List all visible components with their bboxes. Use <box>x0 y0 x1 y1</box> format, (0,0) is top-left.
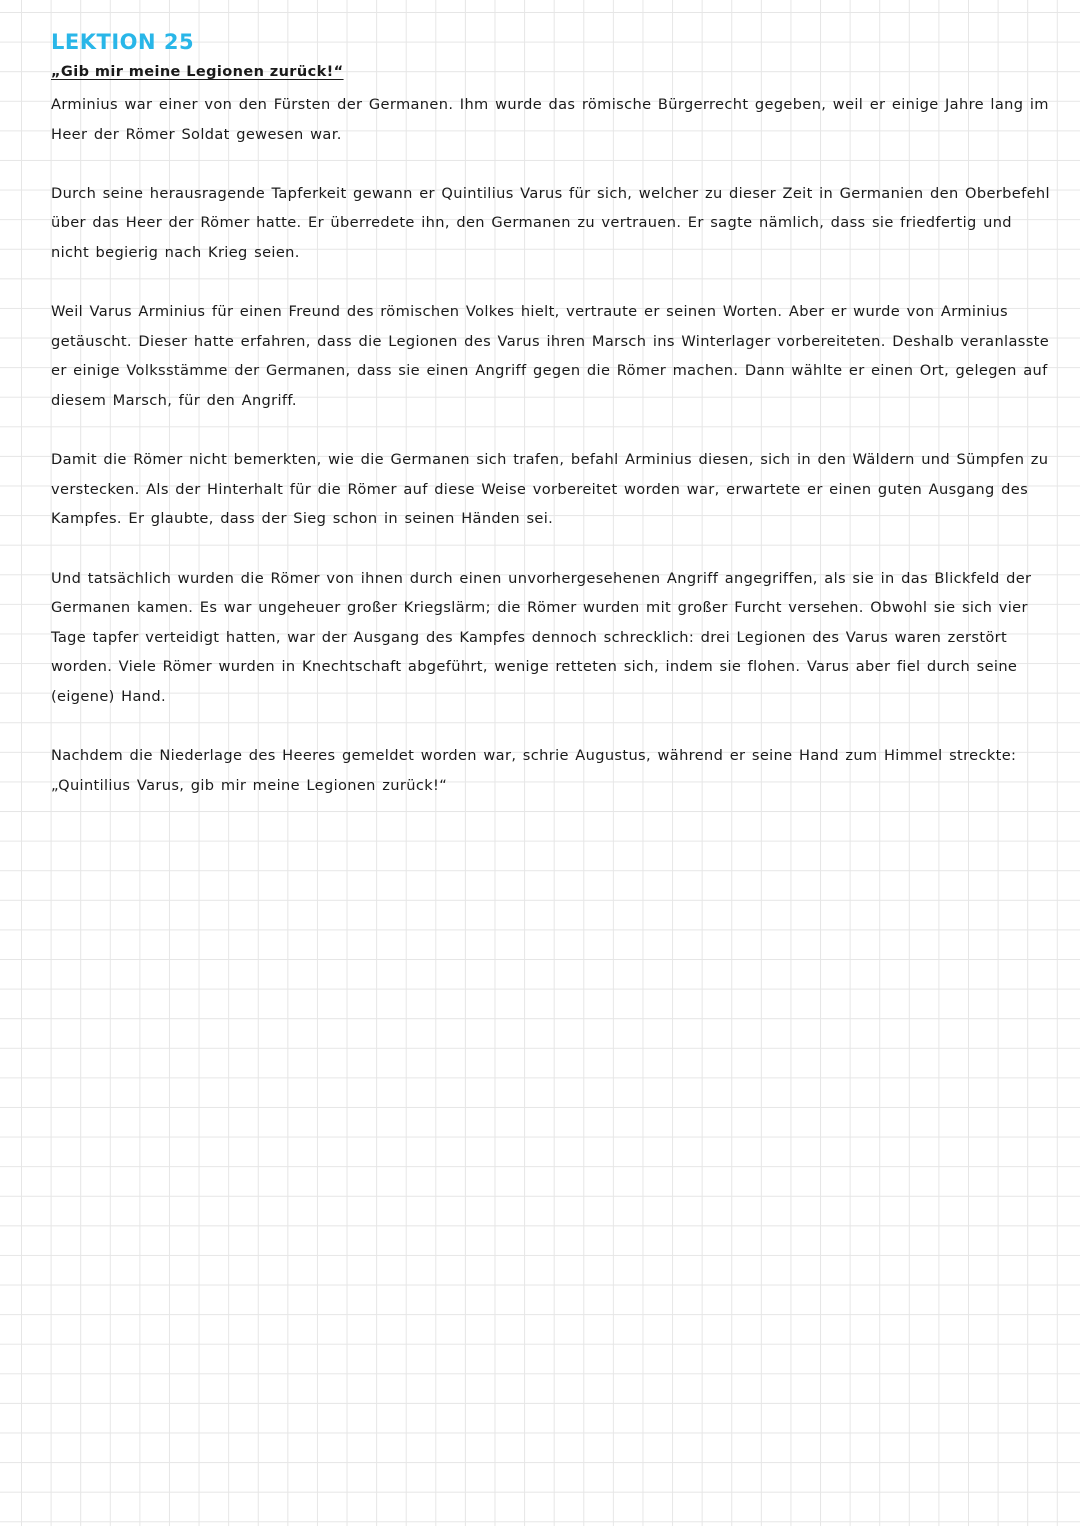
text-title: „Gib mir meine Legionen zurück!“ <box>51 64 344 80</box>
lesson-title: LEKTION 25 <box>51 30 195 54</box>
paragraph-5: Und tatsächlich wurden die Römer von ihnen durch einen unvorhergesehenen Angriff angegriffen, als sie in das Blickfeld der Germanen kamen. Es war ungeheuer großer Kriegslärm; die Römer wurden mit großer Furcht versehen. Obwohl sie sich vier Tage tapfer verteidigt hatten, war der Ausgang des Kampfes dennoch schrecklich: drei Legionen des Varus waren zerstört worden. Viele Römer wurden in Knechtschaft abgeführt, wenige retteten sich, indem sie flohen. Varus aber fiel durch seine (eigene) Hand. <box>51 569 1032 705</box>
paragraph-3: Weil Varus Arminius für einen Freund des römischen Volkes hielt, vertraute er seinen Worten. Aber er wurde von Arminius getäuscht. Dieser hatte erfahren, dass die Legionen des Varus ihren Marsch ins Winterlager vorbereiteten. Deshalb veranlasste er einige Volksstämme der Germanen, dass sie einen Angriff gegen die Römer machen. Dann wählte er einen Ort, gelegen auf diesem Marsch, für den Angriff. <box>51 303 1050 409</box>
paragraph-2: Durch seine herausragende Tapferkeit gewann er Quintilius Varus für sich, welcher zu dieser Zeit in Germanien den Oberbefehl über das Heer der Römer hatte. Er überredete ihn, den Germanen zu vertrauen. Er sagte nämlich, dass sie friedfertig und nicht begierig nach Krieg seien. <box>51 184 1050 261</box>
paragraph-4: Damit die Römer nicht bemerkten, wie die Germanen sich trafen, befahl Arminius diesen, sich in den Wäldern und Sümpfen zu verstecken. Als der Hinterhalt für die Römer auf diese Weise vorbereitet worden war, erwartete er einen guten Ausgang des Kampfes. Er glaubte, dass der Sieg schon in seinen Händen sei. <box>51 451 1049 528</box>
translation-text <box>51 90 1056 830</box>
paragraph-1: Arminius war einer von den Fürsten der Germanen. Ihm wurde das römische Bürgerrecht gegeben, weil er einige Jahre lang im Heer der Römer Soldat gewesen war. <box>51 96 1049 143</box>
paragraph-6: Nachdem die Niederlage des Heeres gemeldet worden war, schrie Augustus, während er seine Hand zum Himmel streckte: „Quintilius Varus, gib mir meine Legionen zurück!“ <box>51 747 1017 794</box>
